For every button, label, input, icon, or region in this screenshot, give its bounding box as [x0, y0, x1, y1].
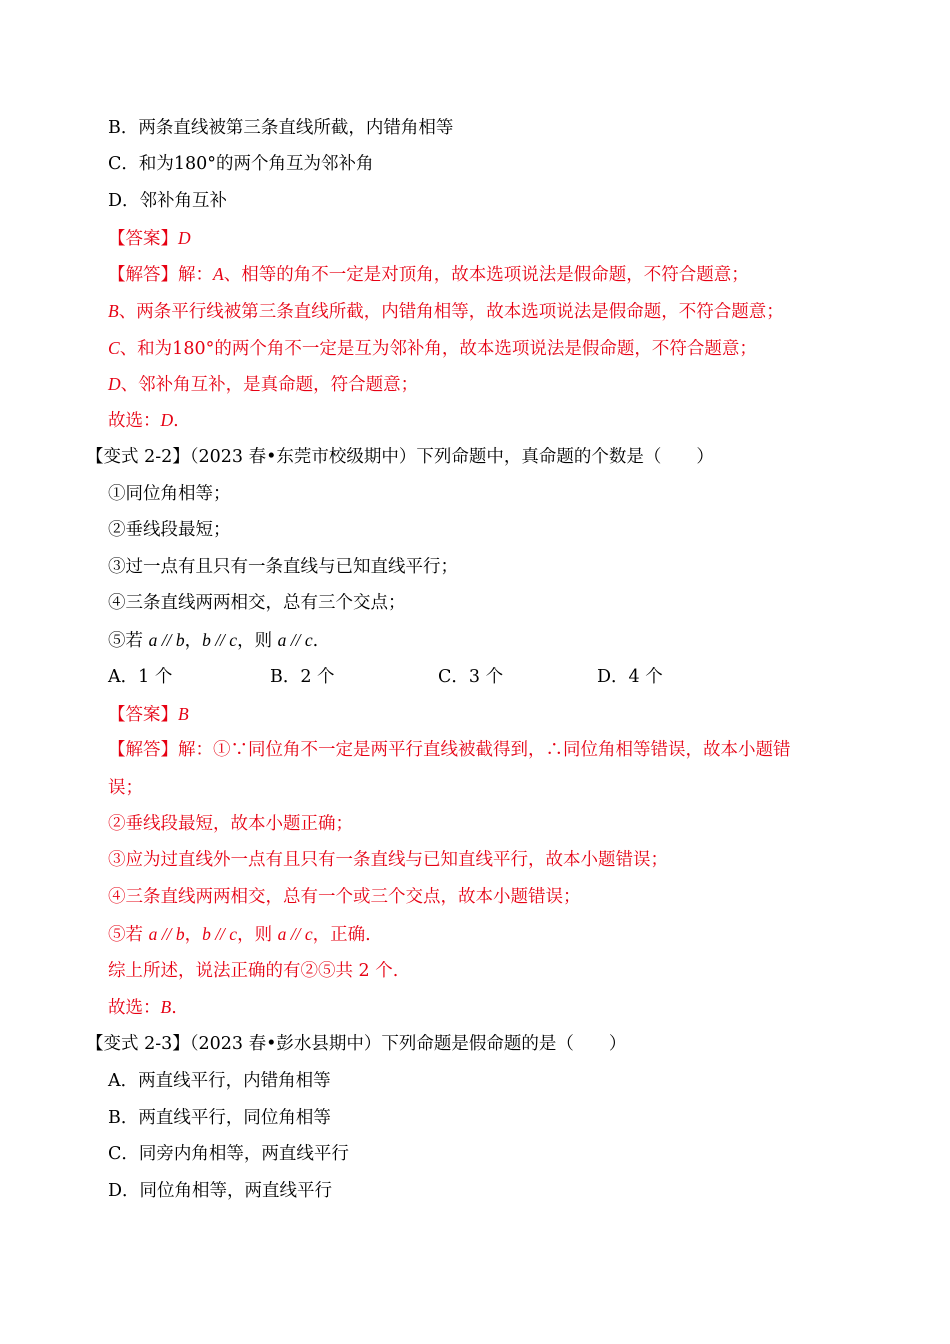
var-c: c	[229, 630, 238, 650]
parallel-sign: //	[210, 924, 230, 944]
then-word: ，则	[237, 631, 278, 651]
q1-answer	[108, 226, 191, 251]
q2-solution-line-5	[108, 922, 371, 947]
q2-item-5	[108, 628, 318, 653]
q1-solution-line-3	[108, 336, 757, 361]
var-b: b	[202, 630, 211, 650]
parallel-sign: //	[286, 924, 305, 944]
q2-item-4: ④三条直线两两相交，总有三个交点；	[108, 593, 406, 613]
q1-option-b: B．两条直线被第三条直线所截，内错角相等	[108, 118, 454, 138]
conclusion-letter: D	[160, 410, 174, 430]
comma: ，	[184, 631, 203, 651]
q2-solution-line-1: 【解答】解：①∵同位角不一定是两平行直线被截得到，∴同位角相等错误，故本小题错	[108, 740, 791, 760]
q2-solution-line-4: ④三条直线两两相交，总有一个或三个交点，故本小题错误；	[108, 887, 581, 907]
q2-solution-line-1-cont: 误；	[108, 778, 143, 798]
comma: ，	[184, 925, 203, 945]
period: .	[312, 631, 319, 651]
conclusion-suffix: .	[173, 411, 179, 431]
q1-solution-line-1	[108, 262, 749, 287]
q2-conclusion	[108, 995, 177, 1020]
parallel-sign: //	[286, 630, 305, 650]
conclusion-prefix: 故选：	[108, 998, 161, 1018]
q3-option-d: D．同位角相等，两直线平行	[108, 1181, 333, 1201]
then-word: ，则	[237, 925, 278, 945]
solution-letter: C	[108, 338, 120, 358]
parallel-sign: //	[157, 630, 176, 650]
var-a: a	[277, 924, 287, 944]
var-b: b	[202, 924, 211, 944]
var-a: a	[277, 630, 287, 650]
var-c: c	[229, 924, 238, 944]
q2-option-b: B．2 个	[270, 667, 335, 687]
q3-option-c: C．同旁内角相等，两直线平行	[108, 1144, 349, 1164]
conclusion-suffix: .	[171, 998, 177, 1018]
solution-letter: B	[108, 301, 119, 321]
solution-label: 【解答】解：	[108, 265, 213, 285]
q2-option-a: A．1 个	[108, 667, 173, 687]
parallel-sign: //	[210, 630, 230, 650]
solution-end: ，正确.	[312, 925, 371, 945]
q2-option-c: C．3 个	[438, 667, 504, 687]
answer-label: 【答案】	[108, 705, 178, 725]
answer-label: 【答案】	[108, 229, 178, 249]
var-a: a	[148, 924, 158, 944]
solution-letter: A	[213, 264, 224, 284]
solution-text: 、邻补角互补，是真命题，符合题意；	[120, 375, 419, 395]
solution-text: 、和为180°的两个角不一定是互为邻补角，故本选项说法是假命题，不符合题意；	[119, 339, 757, 359]
solution-letter: D	[108, 374, 121, 394]
conclusion-letter: B	[160, 997, 172, 1017]
solution-text: 、两条平行线被第三条直线所截，内错角相等，故本选项说法是假命题，不符合题意；	[118, 302, 784, 322]
parallel-sign: //	[157, 924, 176, 944]
q1-option-c: C．和为180°的两个角互为邻补角	[108, 154, 374, 174]
q2-item-2: ②垂线段最短；	[108, 520, 231, 540]
q2-solution-line-2: ②垂线段最短，故本小题正确；	[108, 814, 353, 834]
solution-text: 、相等的角不一定是对顶角，故本选项说法是假命题，不符合题意；	[223, 265, 749, 285]
q1-option-d: D．邻补角互补	[108, 191, 228, 211]
q2-item-3: ③过一点有且只有一条直线与已知直线平行；	[108, 557, 458, 577]
var-a: a	[148, 630, 158, 650]
q1-solution-line-4	[108, 372, 418, 397]
conclusion-prefix: 故选：	[108, 411, 161, 431]
var-c: c	[304, 630, 313, 650]
q3-option-b: B．两直线平行，同位角相等	[108, 1108, 331, 1128]
item-prefix: ⑤若	[108, 925, 149, 945]
answer-value: B	[178, 704, 189, 724]
q1-conclusion	[108, 408, 179, 433]
answer-value: D	[178, 228, 191, 248]
q2-option-d: D．4 个	[597, 667, 663, 687]
q2-options	[108, 665, 663, 689]
q3-option-a: A．两直线平行，内错角相等	[108, 1071, 331, 1091]
q2-summary: 综上所述，说法正确的有②⑤共 2 个.	[108, 961, 399, 981]
q1-solution-line-2	[108, 299, 784, 324]
q2-title: 【变式 2-2】（2023 春•东莞市校级期中）下列命题中，真命题的个数是（ ）	[86, 447, 714, 467]
q3-title: 【变式 2-3】（2023 春•彭水县期中）下列命题是假命题的是（ ）	[86, 1034, 627, 1054]
var-b: b	[175, 924, 185, 944]
q2-solution-line-3: ③应为过直线外一点有且只有一条直线与已知直线平行，故本小题错误；	[108, 850, 668, 870]
q2-item-1: ①同位角相等；	[108, 484, 231, 504]
var-c: c	[304, 924, 313, 944]
item-prefix: ⑤若	[108, 631, 149, 651]
q2-answer	[108, 702, 189, 727]
var-b: b	[175, 630, 185, 650]
